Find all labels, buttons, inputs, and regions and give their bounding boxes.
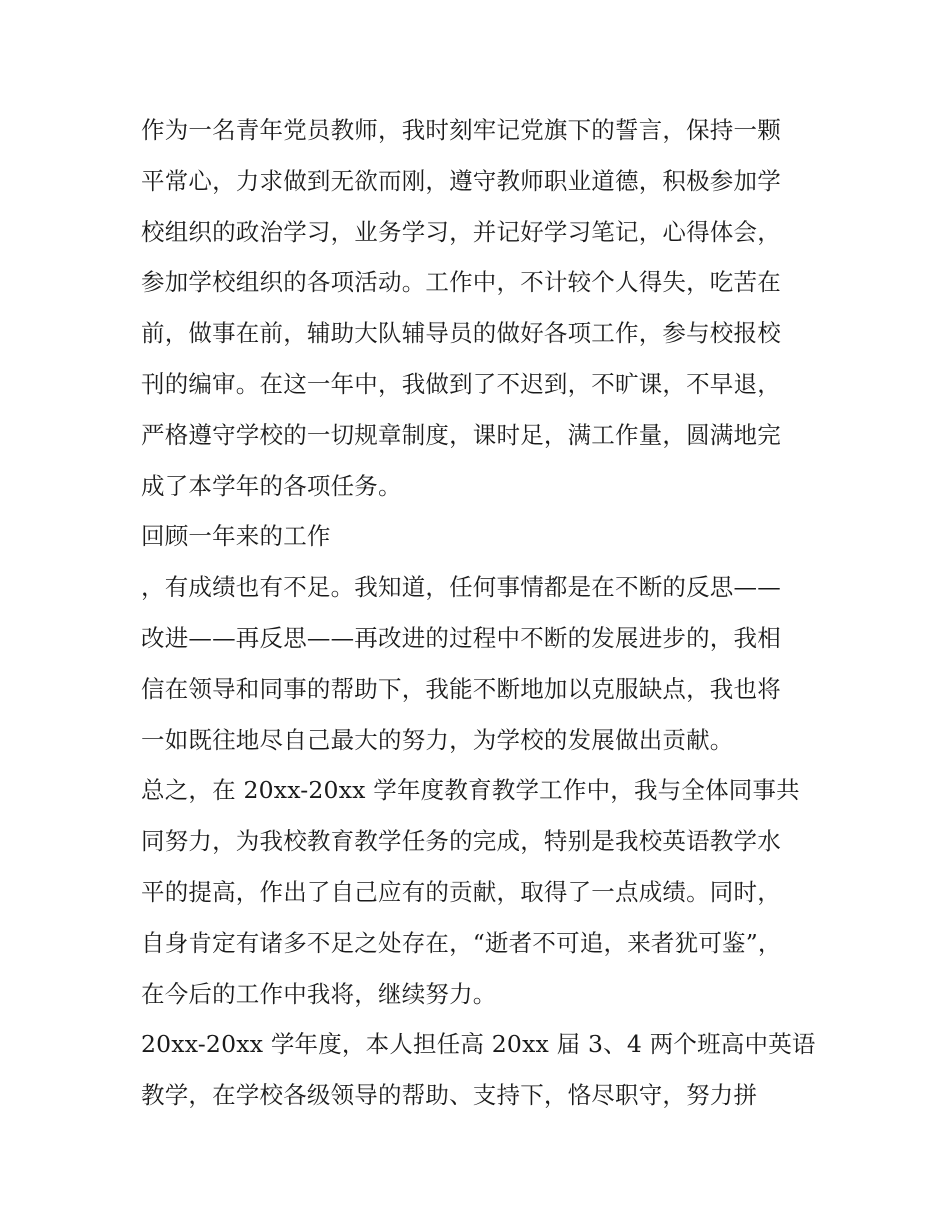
text-line: 同努力，为我校教育教学任务的完成，特别是我校英语教学水: [141, 827, 781, 856]
text-line: 总之，在 20xx-20xx 学年度教育教学工作中，我与全体同事共: [141, 776, 800, 805]
text-line: 平的提高，作出了自己应有的贡献，取得了一点成绩。同时，: [141, 877, 781, 906]
text-line: 20xx-20xx 学年度，本人担任高 20xx 届 3、4 两个班高中英语: [141, 1030, 816, 1059]
text-line: 平常心，力求做到无欲而刚，遵守教师职业道德，积极参加学: [141, 166, 781, 195]
text-line: 参加学校组织的各项活动。工作中，不计较个人得失，吃苦在: [141, 268, 781, 297]
document-body: [141, 105, 816, 1121]
text-line: 前，做事在前，辅助大队辅导员的做好各项工作，参与校报校: [141, 319, 781, 348]
text-line: 刊的编审。在这一年中，我做到了不迟到，不旷课，不早退，: [141, 369, 781, 398]
section-heading: 回顾一年来的工作: [141, 522, 331, 551]
text-line: 作为一名青年党员教师，我时刻牢记党旗下的誓言，保持一颗: [141, 116, 781, 144]
text-line: 在今后的工作中我将，继续努力。: [141, 979, 497, 1008]
text-line: 一如既往地尽自己最大的努力，为学校的发展做出贡献。: [141, 725, 734, 754]
text-line: 教学，在学校各级领导的帮助、支持下，恪尽职守，努力拼: [141, 1081, 758, 1110]
text-line: 自身肯定有诸多不足之处存在，“逝者不可追，来者犹可鉴”，: [141, 928, 782, 957]
text-line: 成了本学年的各项任务。: [141, 471, 402, 500]
text-line: 校组织的政治学习，业务学习，并记好学习笔记，心得体会，: [141, 217, 781, 246]
text-line: 信在领导和同事的帮助下，我能不断地加以克服缺点，我也将: [141, 674, 781, 703]
text-line: 严格遵守学校的一切规章制度，课时足，满工作量，圆满地完: [141, 420, 781, 449]
text-line: ，有成绩也有不足。我知道，任何事情都是在不断的反思——: [141, 573, 781, 602]
text-line: 改进——再反思——再改进的过程中不断的发展进步的，我相: [141, 623, 781, 652]
